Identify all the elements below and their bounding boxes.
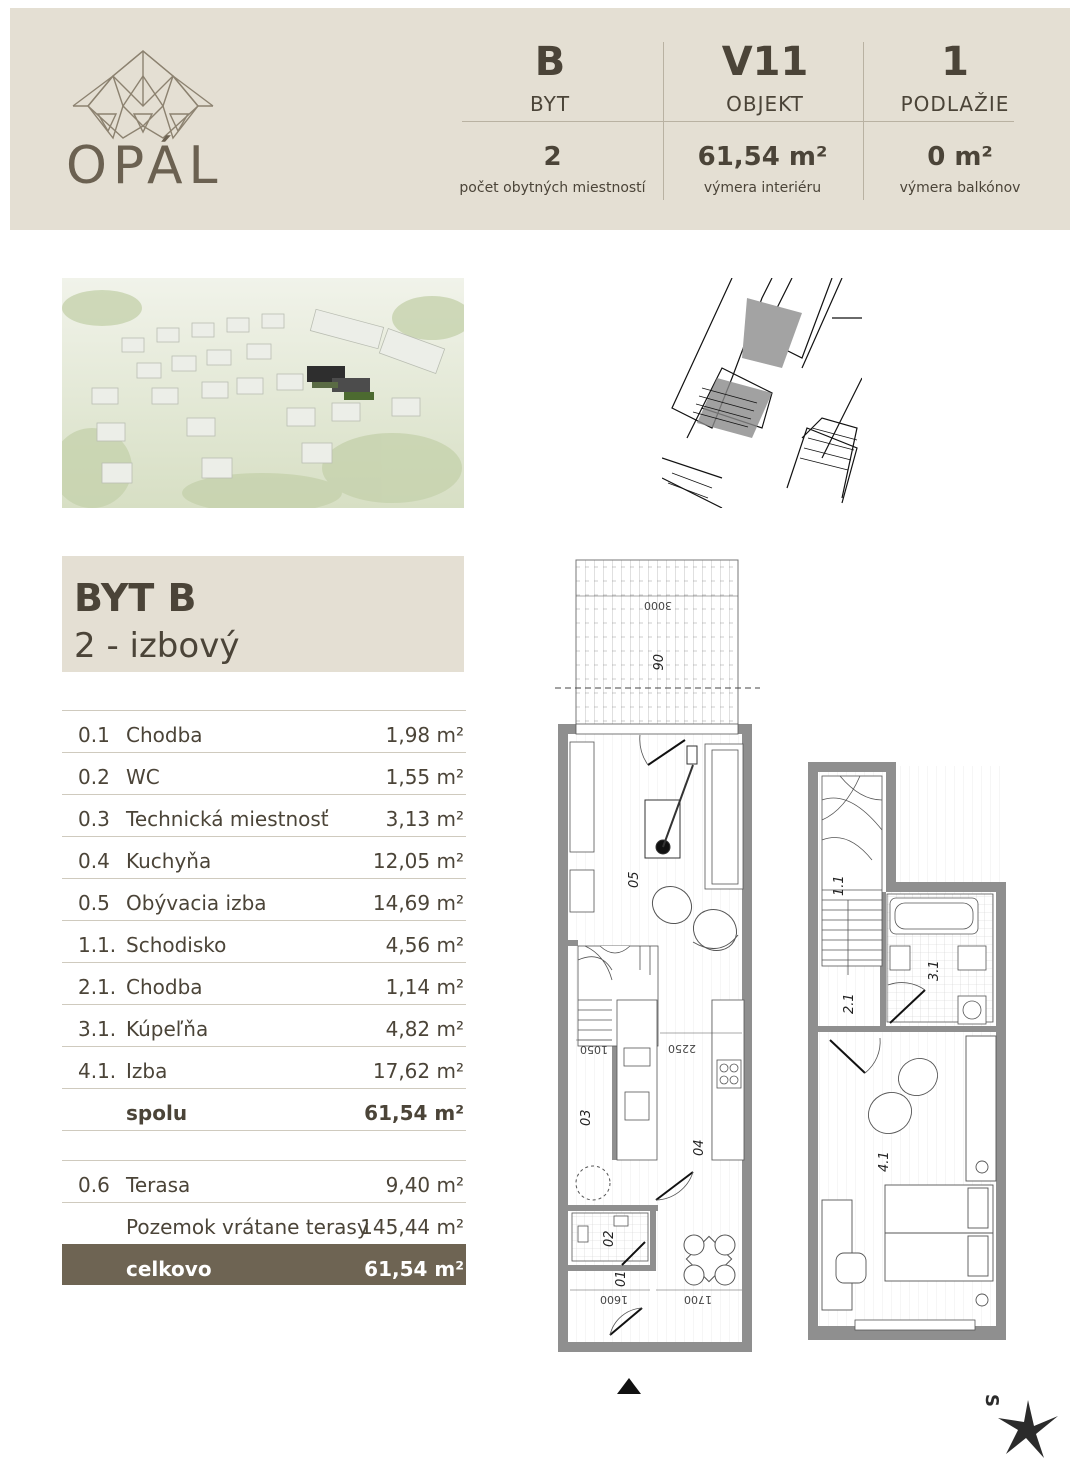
plan-label-living: 05: [627, 871, 642, 888]
room-area: 3,13 m²: [385, 807, 464, 831]
table-row: [62, 1160, 466, 1202]
room-number: 0.6: [78, 1173, 110, 1197]
room-name: Kuchyňa: [126, 849, 212, 873]
unit-title: BYT B: [74, 576, 197, 620]
table-row: [62, 962, 466, 1004]
logo-wordmark: OPÁL: [66, 136, 224, 196]
dim-3000: 3000: [644, 599, 672, 612]
floor-cell: [880, 39, 1030, 116]
room-area: 4,56 m²: [385, 933, 464, 957]
room-number: 0.1: [78, 723, 110, 747]
interior-area-cell: [670, 144, 855, 196]
header-band: [10, 8, 1070, 230]
interior-area: 61,54 m²: [697, 142, 828, 172]
plan-label-wc: 02: [602, 1230, 617, 1247]
plan-label-terrace: 06: [649, 654, 664, 671]
room-number: 1.1.: [78, 933, 117, 957]
header-divider: [663, 42, 664, 200]
room-number: 0.3: [78, 807, 110, 831]
dim-1600: 1600: [600, 1293, 628, 1306]
object-code: V11: [721, 39, 809, 85]
table-row: [62, 1004, 466, 1046]
room-number: 0.5: [78, 891, 110, 915]
floor-number: 1: [941, 39, 969, 85]
plan-label-stairs: 1.1: [832, 875, 847, 896]
table-row: [62, 794, 466, 836]
room-name: Chodba: [126, 723, 203, 747]
room-area: 14,69 m²: [372, 891, 464, 915]
rooms-count: 2: [543, 142, 562, 172]
balcony-area: 0 m²: [927, 142, 993, 172]
table-row: [62, 1202, 466, 1244]
plan-label-kitchen: 04: [692, 1139, 707, 1156]
header-divider: [462, 121, 1014, 122]
plan-label-hall2: 2.1: [842, 993, 857, 1014]
table-row: [62, 1046, 466, 1088]
table-row: [62, 920, 466, 962]
plan-label-room: 4.1: [877, 1151, 892, 1172]
room-number: 0.4: [78, 849, 110, 873]
room-number: 2.1.: [78, 975, 117, 999]
room-area: 12,05 m²: [372, 849, 464, 873]
room-number: 4.1.: [78, 1059, 117, 1083]
entrance-arrow-icon: [617, 1378, 641, 1394]
room-area: 17,62 m²: [372, 1059, 464, 1083]
rooms-count-cell: [450, 144, 655, 196]
room-name: WC: [126, 765, 160, 789]
room-area: 9,40 m²: [385, 1173, 464, 1197]
plan-label-hall: 01: [614, 1270, 629, 1287]
room-area: 1,55 m²: [385, 765, 464, 789]
unit-subtitle: 2 - izbový: [74, 626, 240, 666]
total-row: [62, 1244, 466, 1285]
table-row: [62, 752, 466, 794]
rooms-count-label: počet obytných miestností: [459, 180, 646, 196]
unit-label: BYT: [529, 92, 571, 116]
total-label: celkovo: [126, 1257, 212, 1281]
room-name: Izba: [126, 1059, 168, 1083]
north-compass-icon: [978, 1378, 1058, 1458]
plan-label-bath: 3.1: [927, 960, 942, 981]
unit-cell: [480, 39, 620, 116]
total-area: 61,54 m²: [364, 1257, 464, 1281]
compass-letter: S: [981, 1394, 1002, 1407]
diamond-logo-icon: [68, 46, 218, 141]
room-table: [62, 710, 466, 1285]
table-row: [62, 836, 466, 878]
table-row: [62, 710, 466, 752]
table-row: [62, 878, 466, 920]
room-area: 145,44 m²: [360, 1215, 464, 1239]
spacer-row: [62, 1130, 466, 1160]
subtotal-label: spolu: [126, 1101, 188, 1125]
room-number: 3.1.: [78, 1017, 117, 1041]
balcony-area-label: výmera balkónov: [899, 180, 1021, 196]
room-area: 4,82 m²: [385, 1017, 464, 1041]
object-cell: [695, 39, 835, 116]
floor-plan-drawing: [540, 550, 1020, 1370]
room-area: 1,98 m²: [385, 723, 464, 747]
location-plan-image: [662, 278, 862, 508]
plan-label-tech: 03: [579, 1109, 594, 1126]
room-name: Schodisko: [126, 933, 227, 957]
unit-letter: B: [534, 39, 566, 85]
subtotal-row: [62, 1088, 466, 1130]
room-name: Chodba: [126, 975, 203, 999]
room-name: Terasa: [126, 1173, 191, 1197]
site-aerial-image: [62, 278, 464, 508]
unit-heading-box: [62, 556, 464, 672]
header-divider: [863, 42, 864, 200]
dim-2250: 2250: [668, 1042, 696, 1055]
floor-label: PODLAŽIE: [900, 92, 1010, 116]
subtotal-area: 61,54 m²: [364, 1101, 464, 1125]
room-name: Pozemok vrátane terasy: [126, 1215, 369, 1239]
room-name: Kúpeľňa: [126, 1017, 209, 1041]
room-number: 0.2: [78, 765, 110, 789]
room-name: Technická miestnosť: [126, 807, 329, 831]
dim-1050: 1050: [580, 1043, 608, 1056]
balcony-area-cell: [880, 144, 1040, 196]
dim-1700: 1700: [684, 1293, 712, 1306]
interior-area-label: výmera interiéru: [703, 180, 822, 196]
room-area: 1,14 m²: [385, 975, 464, 999]
room-name: Obývacia izba: [126, 891, 267, 915]
object-label: OBJEKT: [726, 92, 804, 116]
